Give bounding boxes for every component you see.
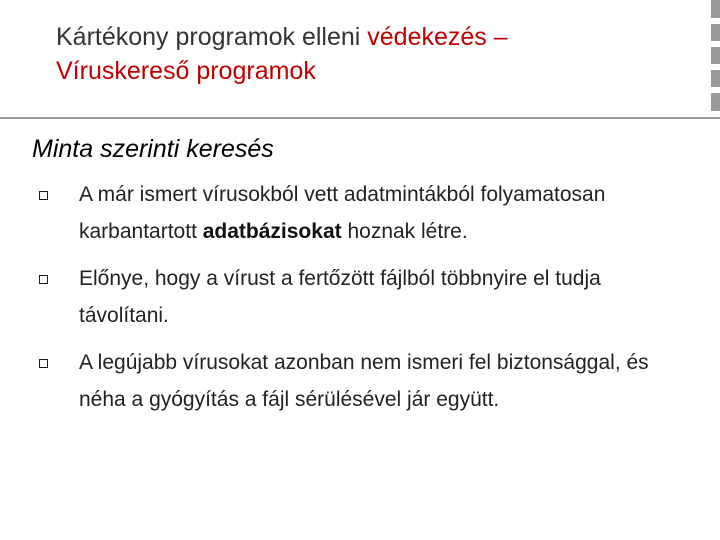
- section-subtitle: Minta szerinti keresés: [32, 135, 274, 163]
- slide-title: [56, 20, 696, 88]
- square-bullet-icon: [39, 359, 48, 368]
- decorative-side-bar: [711, 0, 720, 117]
- decorative-bar-segment: [711, 0, 720, 18]
- title-divider: [0, 117, 720, 119]
- square-bullet-icon: [39, 191, 48, 200]
- bullet-text: A már ismert vírusokból vett adatmintákból folyamatosan karbantartott: [79, 183, 606, 243]
- bullet-item: [0, 260, 720, 334]
- decorative-bar-segment: [711, 24, 720, 41]
- title-plain: Kártékony programok elleni: [56, 23, 368, 51]
- decorative-bar-segment: [711, 93, 720, 111]
- decorative-bar-segment: [711, 47, 720, 64]
- title-accent: védekezés –: [367, 23, 508, 51]
- decorative-bar-segment: [711, 70, 720, 87]
- bullet-text: Előnye, hogy a vírust a fertőzött fájlból többnyire el tudja távolítani.: [79, 267, 601, 327]
- square-bullet-icon: [39, 275, 48, 284]
- bullet-text: hoznak létre.: [341, 220, 468, 243]
- title-accent-line2: Víruskereső programok: [56, 57, 316, 85]
- bullet-item: [0, 344, 720, 418]
- bullet-list: [0, 176, 720, 428]
- bullet-text: A legújabb vírusokat azonban nem ismeri fel biztonsággal, és néha a gyógyítás a fájl sérülésével jár együtt.: [79, 351, 649, 411]
- bullet-item: [0, 176, 720, 250]
- bullet-bold-text: adatbázisokat: [202, 220, 342, 243]
